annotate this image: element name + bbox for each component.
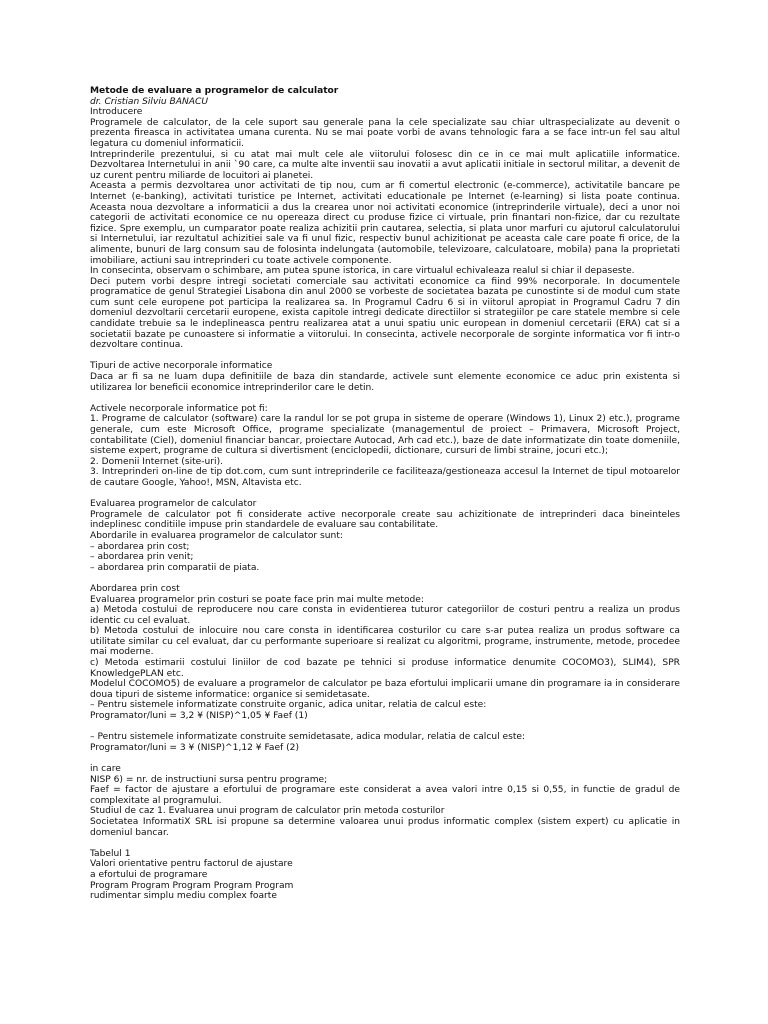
body-paragraph: Activele necorporale informatice pot fi: — [90, 403, 268, 414]
body-paragraph: a) Metoda costului de reproducere nou care consta in evidentierea tuturor categoriilor de costuri pentru a realiza un produs identic cu cel evaluat. — [90, 605, 680, 626]
body-paragraph: Studiul de caz 1. Evaluarea unui program de calculator prin metoda costurilor — [90, 806, 445, 817]
body-paragraph: – Pentru sistemele informatizate construite organic, adica unitar, relatia de calcul este: — [90, 700, 487, 711]
body-paragraph: Daca ar fi sa ne luam dupa definitiile de baza din standarde, activele sunt elemente economice ce aduc prin existenta si utilizarea lor beneficii economice intreprinderilor care le detin. — [90, 372, 680, 393]
body-paragraph: Programator/luni = 3 ¥ (NISP)^1,12 ¥ Faef (2) — [90, 742, 300, 753]
body-paragraph: Evaluarea programelor de calculator — [90, 499, 257, 510]
blank-line — [90, 722, 680, 733]
body-paragraph: Programator/luni = 3,2 ¥ (NISP)^1,05 ¥ Faef (1) — [90, 711, 308, 722]
body-paragraph: in care — [90, 764, 121, 774]
blank-line — [90, 753, 680, 764]
document-page — [90, 86, 680, 902]
body-paragraph: Tipuri de active necorporale informatice — [90, 361, 273, 372]
body-paragraph: Tabelul 1 — [90, 848, 131, 859]
body-paragraph: Faef = factor de ajustare a efortului de programare este considerat a avea valori intre 0,15 si 0,55, in functie de gradul de complexitate al programului. — [90, 785, 680, 806]
body-paragraph: NISP 6) = nr. de instructiuni sursa pentru programe; — [90, 774, 328, 785]
body-paragraph: – Pentru sistemele informatizate construite semidetasate, adica modular, relatia de calcul este: — [90, 732, 526, 743]
body-paragraph: Abordarile in evaluarea programelor de calculator sunt: — [90, 530, 343, 541]
body-paragraph: Modelul COCOMO5) de evaluare a programelor de calculator pe baza efortului implicarii umane din programare ia in considerare doua tipuri de sisteme informatice: organice si semidetasate. — [90, 679, 680, 700]
body-paragraph: c) Metoda estimarii costului liniilor de cod bazate pe tehnici si produse informatice denumite COCOMO3), SLIM4), SPR KnowledgePLAN etc. — [90, 658, 680, 679]
body-paragraph: Societatea InformatiX SRL isi propune sa determine valoarea unui produs informatic complex (sistem expert) cu aplicatie in domeniul bancar. — [90, 816, 680, 838]
document-title: Metode de evaluare a programelor de calculator — [90, 86, 339, 96]
body-paragraph: rudimentar simplu mediu complex foarte — [90, 891, 277, 902]
blank-line — [90, 351, 680, 362]
body-paragraph: – abordarea prin cost; — [90, 541, 190, 552]
body-paragraph: Abordarea prin cost — [90, 583, 180, 594]
body-paragraph: Deci putem vorbi despre intregi societati comerciale sau activitati economice ca fiind 99% necorporale. In documentele programatice de genul Strategiei Lisabona din anul 2000 se vorbeste de societatea bazata pe cunostinte si de modul cum state cum sunt cele europene pot participa la realizarea sa. In Programul Cadru 6 si in viitorul apropiat in Programul Cadru 7 din domeniul dezvoltarii cercetarii europene, exista capitole intregi dedicate directiilor si strategiilor pe care statele membre si cele candidate trebuie sa le indeplineasca pentru realizarea atat a unui spatiu unic european in domeniul cercetarii (ERA) cat si a societatii bazate pe cunoastere si informatie a viitorului. In consecinta, activele necorporale de sorginte informatica vor fi intr-o dezvoltare continua. — [90, 276, 680, 351]
body-paragraph: In consecinta, observam o schimbare, am putea spune istorica, in care virtualul echivaleaza realul si chiar il depaseste. — [90, 266, 635, 277]
body-paragraph: Evaluarea programelor prin costuri se poate face prin mai multe metode: — [90, 594, 424, 605]
body-paragraph: Programele de calculator pot fi considerate active necorporale create sau achizitionate de intreprinderi daca bineinteles indeplinesc conditiile impuse prin standardele de evaluare sau contabilitate. — [90, 509, 680, 531]
blank-line — [90, 573, 680, 584]
blank-line — [90, 393, 680, 404]
body-paragraph: Aceasta a permis dezvoltarea unor activitati de tip nou, cum ar fi comertul electronic (e-commerce), activitatile bancare pe Internet (e-banking), activitati turistice pe Internet, activitati educationale pe Internet (e-learning) si lista poate continua. Aceasta noua dezvoltare a informaticii a dus la crearea unor noi activitati economice (intreprinderile virtuale), deci a unor noi categorii de activitati economice ce nu opereaza direct cu produse fizice ci virtuale, prin finantari non-fizice, dar cu rezultate fizice. Spre exemplu, un cumparator poate realiza achizitii prin cautarea, selectia, si plata unor marfuri cu ajutorul calculatorului si Internetului, iar rezultatul achizitiei sale va fi unul fizic, respectiv bunul achizitionat pe aceasta cale care poate fi orice, de la alimente, bunuri de larg consum sau de folosinta indelungata (automobile, televizoare, calculatoare, mobila) pana la proprietati imobiliare, actiuni sau intreprinderi cu toate activele componente. — [90, 181, 680, 266]
body-paragraph: a efortului de programare — [90, 869, 208, 880]
body-paragraph: 2. Domenii Internet (site-uri). — [90, 456, 224, 467]
body-paragraph: – abordarea prin comparatii de piata. — [90, 562, 260, 573]
body-paragraph: Program Program Program Program Program — [90, 880, 294, 891]
blank-line — [90, 838, 680, 849]
body-paragraph: Valori orientative pentru factorul de ajustare — [90, 859, 293, 870]
body-paragraph: Introducere — [90, 107, 143, 118]
blank-line — [90, 489, 680, 500]
body-paragraph: b) Metoda costului de inlocuire nou care consta in identificarea costurilor cu care s-ar putea realiza un produs software ca utilitate similar cu cel evaluat, dar cu performante superioare si realizat cu algoritmi, programe, instrumente, metode, procedee mai moderne. — [90, 626, 680, 658]
body-paragraph: Programele de calculator, de la cele suport sau generale pana la cele specializate sau chiar ultraspecializate au devenit o prezenta fireasca in activitatea umana curenta. Nu se mai poate vorbi de avans tehnologic fara a se face intr-un fel sau altul legatura cu domeniul informaticii. — [90, 117, 680, 149]
document-author: dr. Cristian Silviu BANACU — [90, 96, 209, 107]
body-paragraph: 3. Intreprinderi on-line de tip dot.com, cum sunt intreprinderile ce faciliteaza/gestioneaza accesul la Internet de tipul motoarelor de cautare Google, Yahoo!, MSN, Altavista etc. — [90, 467, 680, 488]
body-paragraph: 1. Programe de calculator (software) care la randul lor se pot grupa in sisteme de operare (Windows 1), Linux 2) etc.), programe generale, cum este Microsoft Office, programe specializate (managementul de proiect – Primavera, Microsoft Project, contabilitate (Ciel), domeniul financiar bancar, proiectare Autocad, Arh cad etc.), baze de date informatizate din toate domeniile, sisteme expert, programe de cultura si divertisment (enciclopedii, dictionare, cursuri de limbi straine, jocuri etc.); — [90, 414, 680, 457]
body-paragraph: – abordarea prin venit; — [90, 552, 194, 563]
body-paragraph: Intreprinderile prezentului, si cu atat mai mult cele ale viitorului folosesc din ce in ce mai mult aplicatiile informatice. Dezvoltarea Internetului in anii `90 care, ca multe alte inventii sau inovatii a avut aplicatii initiale in sectorul militar, a devenit de uz curent pentru miliarde de locuitori ai planetei. — [90, 149, 680, 181]
document-body — [90, 107, 680, 902]
